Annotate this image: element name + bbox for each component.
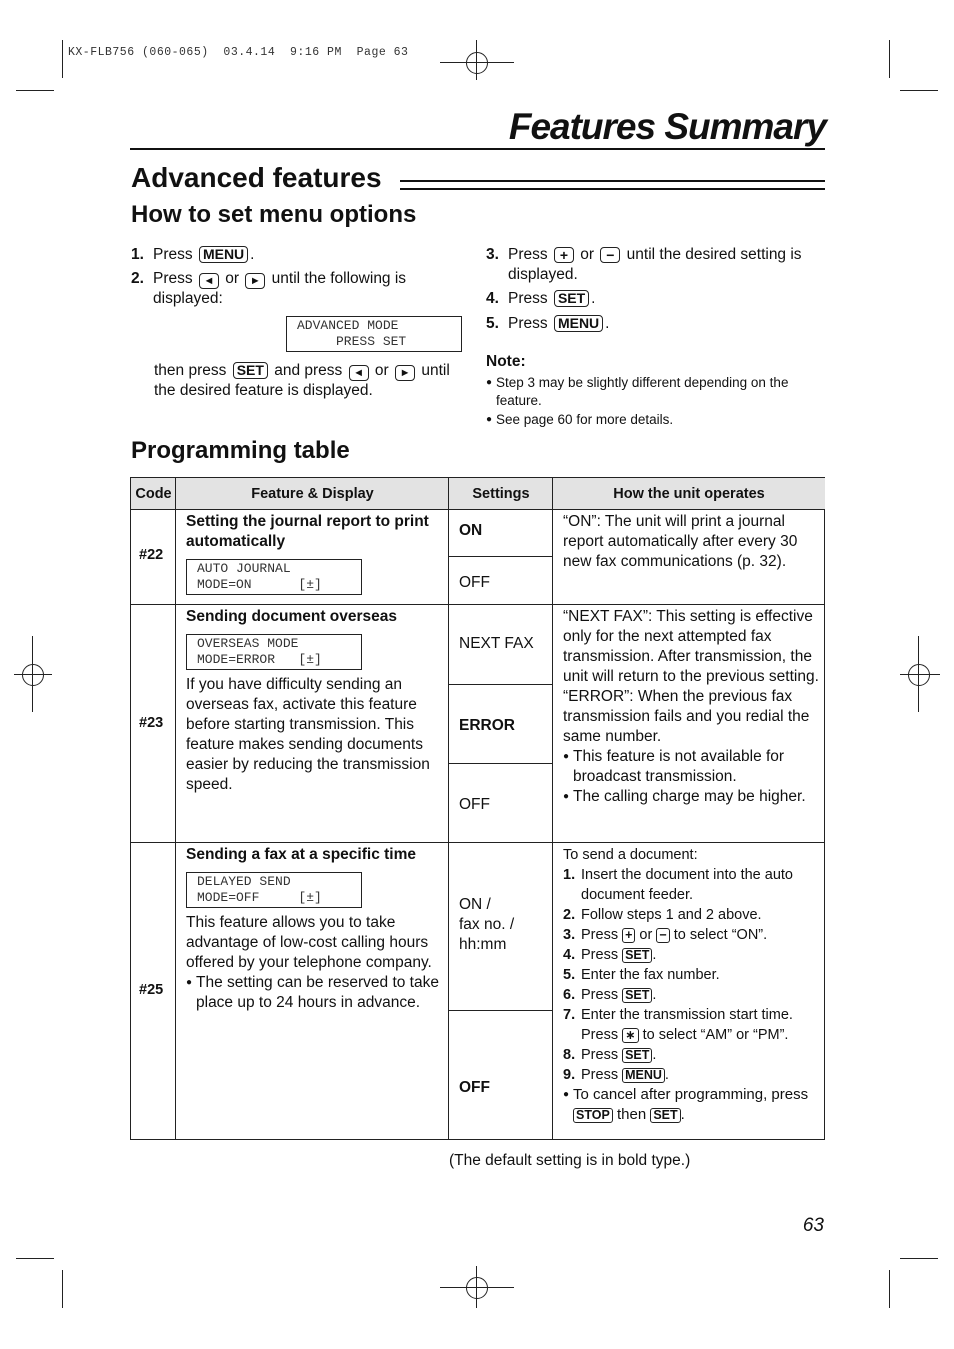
feature-title: Sending a fax at a specific time [186,846,416,863]
title-divider [130,148,825,150]
crop-mark [900,90,938,91]
registration-mark-icon [466,1277,488,1299]
operation-steps: To send a document: 1. Insert the document into the auto document feeder. 2. Follow steps 1 and 2 above. 3. Press + or − to select “ON”. 4. Press SET . 5. Enter the fax number. 6. Press SET . 7. Enter the transmission start time. Press ∗ to select “AM” or “PM”. 8. Press SET . 9. Press MENU . ● To cancel after programming, press STOP then SET . [563,845,821,1125]
registration-mark-icon [900,674,940,675]
registration-mark-icon [32,636,33,712]
section-title: Advanced features [131,162,382,193]
lcd-display: ADVANCED MODE PRESS SET [286,316,462,352]
registration-mark-icon [476,1266,477,1308]
footnote: (The default setting is in bold type.) [449,1152,691,1169]
subsection-title: How to set menu options [131,201,417,228]
note-block [486,352,826,429]
print-header: KX-FLB756 (060-065) 03.4.14 9:16 PM Page 63 [68,46,409,59]
page-title: Features Summary [508,106,826,147]
left-arrow-key-icon: ◄ [349,365,369,381]
registration-mark-icon [22,664,44,686]
registration-mark-icon [908,664,930,686]
setting-divider [449,684,552,685]
setting-option: ON / fax no. / hh:mm [459,896,515,953]
registration-mark-icon [440,62,514,63]
setting-divider [449,556,552,557]
registration-mark-icon [14,674,52,675]
feature-description: If you have difficulty sending an overseas fax, activate this feature before starting transmission. This feature makes sending documents easier by reducing the transmission speed. [186,676,430,793]
star-key-icon: ∗ [622,1028,638,1043]
minus-key-icon: − [600,247,620,263]
code-22: #22 [139,547,164,563]
table-title: Programming table [131,437,350,464]
step-5: 5. Press MENU . [486,315,610,332]
step-4: 4. Press SET . [486,290,596,307]
registration-mark-icon [440,1287,514,1288]
crop-mark [889,40,890,78]
set-key: SET [622,988,652,1003]
setting-option: OFF [459,1079,490,1096]
header-settings: Settings [449,478,553,510]
minus-key-icon: − [656,928,669,943]
header-code: Code [131,478,176,510]
setting-option: OFF [459,574,490,591]
column-divider [448,478,449,1139]
lcd-display: AUTO JOURNAL MODE=ON [±] [186,559,362,595]
set-key: SET [622,1048,652,1063]
plus-key-icon: + [554,247,574,263]
lcd-display: OVERSEAS MODE MODE=ERROR [±] [186,634,362,670]
set-key: SET [622,948,652,963]
feature-title: Setting the journal report to print automatically [186,513,429,550]
step-2: 2. Press ◄ or ► until the following is displayed: [131,270,407,307]
header-operates: How the unit operates [553,478,825,510]
operation-text: “NEXT FAX”: This setting is effective only for the next attempted fax transmission. After transmission, the unit will return to the previous setting. “ERROR”: When the previous fax transmission fails and you redial the same number. ● This feature is not available for broadcast transmission. ● The calling charge may be higher. [563,607,821,807]
crop-mark [62,1270,63,1308]
set-key: SET [650,1108,680,1123]
setting-divider [449,1010,552,1011]
note-item: ● See page 60 for more details. [486,411,826,429]
registration-mark-icon [466,52,488,74]
right-arrow-key-icon: ► [395,365,415,381]
set-key: SET [554,290,589,307]
plus-key-icon: + [622,928,635,943]
crop-mark [900,1258,938,1259]
programming-table [130,477,825,1140]
left-arrow-key-icon: ◄ [199,273,219,289]
setting-divider [449,763,552,764]
lcd-display: DELAYED SEND MODE=OFF [±] [186,872,362,908]
crop-mark [16,90,54,91]
step-2-continuation: then press SET and press ◄ or ► until the desired feature is displayed. [154,362,450,399]
setting-option: ERROR [459,717,515,734]
feature-description: This feature allows you to take advantage of low-cost calling hours offered by your telephone company. ● The setting can be reserved to take place up to 24 hours in advance. [186,913,444,1013]
step-3: 3. Press + or − until the desired setting is displayed. [486,246,802,283]
header-feature: Feature & Display [176,478,449,510]
crop-mark [16,1258,54,1259]
note-title: Note: [486,353,526,370]
operation-text: “ON”: The unit will print a journal report automatically after every 30 new fax communications (p. 32). [563,513,798,570]
registration-mark-icon [918,636,919,712]
setting-option: OFF [459,796,490,813]
code-23: #23 [139,715,164,731]
page-number: 63 [802,1215,824,1236]
setting-option: NEXT FAX [459,635,534,652]
feature-title: Sending document overseas [186,608,398,625]
crop-mark [62,40,63,78]
menu-key: MENU [554,315,603,332]
section-title-rule [400,180,825,190]
note-item: ● Step 3 may be slightly different depending on the feature. [486,374,826,410]
feature-bullet: ● The setting can be reserved to take place up to 24 hours in advance. [186,973,444,1013]
menu-key: MENU [199,246,248,263]
registration-mark-icon [476,40,477,80]
right-arrow-key-icon: ► [245,273,265,289]
row-divider [131,604,824,605]
setting-option: ON [459,522,483,539]
column-divider [552,478,553,1139]
stop-key: STOP [573,1108,613,1123]
operation-bullet: ● This feature is not available for broadcast transmission. [563,747,821,787]
menu-key: MENU [622,1068,665,1083]
crop-mark [889,1270,890,1308]
code-25: #25 [139,982,164,998]
column-divider [175,478,176,1139]
set-key: SET [233,362,268,379]
row-divider [131,842,824,843]
operation-bullet: ● The calling charge may be higher. [563,787,821,807]
step-1: 1. Press MENU . [131,246,255,263]
cancel-note: ● To cancel after programming, press STOP then SET . [563,1085,821,1125]
